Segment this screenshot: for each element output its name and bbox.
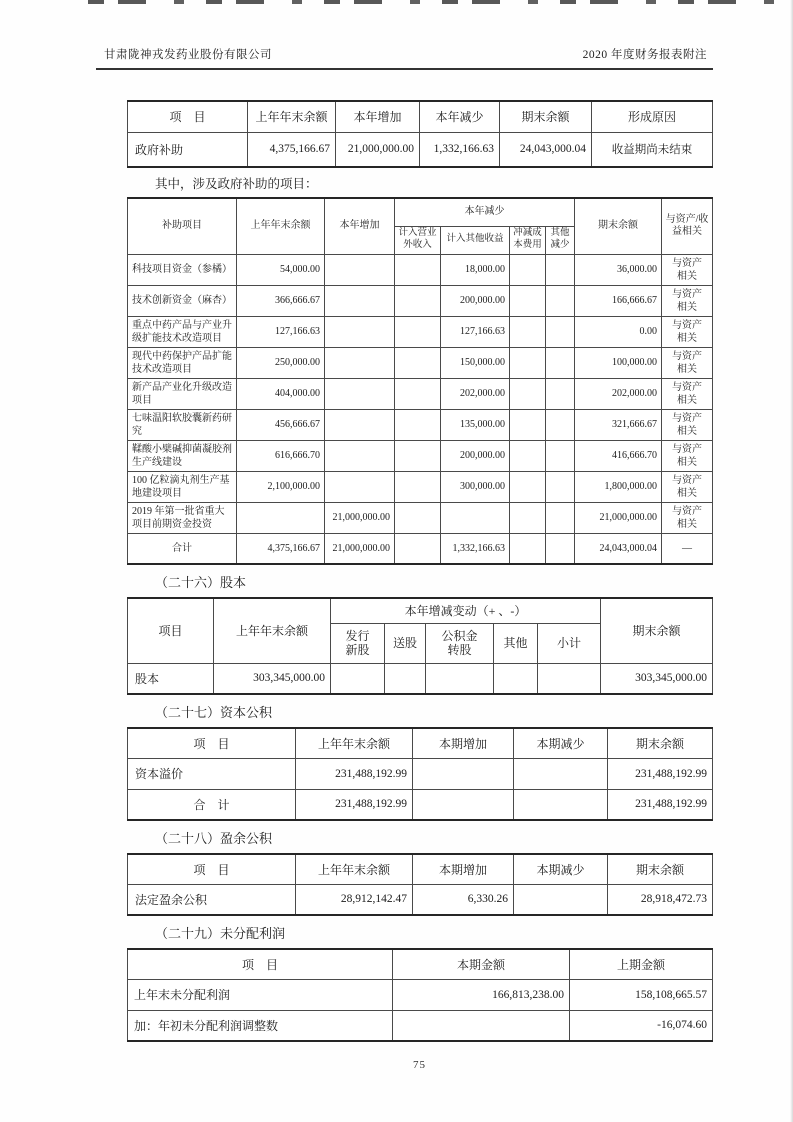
col-bonus-shares: 送股 xyxy=(385,623,426,663)
col-end-balance: 期末余额 xyxy=(575,198,662,254)
table-header-row xyxy=(128,854,713,884)
col-end-balance: 期末余额 xyxy=(608,728,713,758)
cell-inc: 21,000,000.00 xyxy=(325,502,395,533)
col-asset-income-related: 与资产/收益相关 xyxy=(662,198,713,254)
cell-dec xyxy=(514,758,608,789)
col-item: 项 目 xyxy=(128,101,248,132)
table-row xyxy=(128,132,713,167)
cell-subtotal xyxy=(538,663,601,694)
cell-bonus xyxy=(385,663,426,694)
cell-inc xyxy=(325,347,395,378)
cell-sub3 xyxy=(510,502,546,533)
cell-project: 七味温阳软胶囊新药研究 xyxy=(128,409,237,440)
table-row xyxy=(128,758,713,789)
cell-sub4 xyxy=(546,347,575,378)
cell-project: 现代中药保护产品扩能技术改造项目 xyxy=(128,347,237,378)
cell-sub3 xyxy=(510,471,546,502)
cell-inc xyxy=(325,471,395,502)
cell-end: 0.00 xyxy=(575,316,662,347)
company-name: 甘肃陇神戎发药业股份有限公司 xyxy=(104,49,272,61)
table-row xyxy=(128,471,713,502)
cell-prev: 2,100,000.00 xyxy=(237,471,325,502)
col-increase: 本年增加 xyxy=(325,198,395,254)
cell-inc xyxy=(325,316,395,347)
cell-sub4 xyxy=(546,378,575,409)
cell-end: 416,666.70 xyxy=(575,440,662,471)
cell-end: 1,800,000.00 xyxy=(575,471,662,502)
cell-sub2: 200,000.00 xyxy=(441,440,510,471)
col-end-balance: 期末余额 xyxy=(608,854,713,884)
cell-sub4 xyxy=(546,409,575,440)
table-share-capital xyxy=(127,597,713,695)
table-total-row xyxy=(128,533,713,564)
table-row xyxy=(128,1010,713,1041)
cell-sub3 xyxy=(510,440,546,471)
table-header-row xyxy=(128,598,713,623)
cell-prev: 404,000.00 xyxy=(237,378,325,409)
cell-sub3 xyxy=(510,254,546,285)
cell-reserve xyxy=(426,663,494,694)
cell-increase: 21,000,000.00 xyxy=(336,132,420,167)
cell-end: 36,000.00 xyxy=(575,254,662,285)
cell-end: 28,918,472.73 xyxy=(608,884,713,915)
cell-related xyxy=(662,347,713,378)
related-label: 与资产相关 xyxy=(672,381,702,406)
col-increase: 本期增加 xyxy=(413,728,514,758)
cell-reason: 收益期尚未结束 xyxy=(592,132,713,167)
col-item: 项 目 xyxy=(128,854,296,884)
col-item: 项 目 xyxy=(128,728,296,758)
cell-end: 21,000,000.00 xyxy=(575,502,662,533)
cell-sub4 xyxy=(546,285,575,316)
col-increase: 本期增加 xyxy=(413,854,514,884)
related-label: 与资产相关 xyxy=(672,288,702,313)
cell-end: 166,666.67 xyxy=(575,285,662,316)
col-reason: 形成原因 xyxy=(592,101,713,132)
cell-project: 新产品产业化升级改造项目 xyxy=(128,378,237,409)
table-row xyxy=(128,316,713,347)
cell-end: 202,000.00 xyxy=(575,378,662,409)
table-row xyxy=(128,409,713,440)
cell-other xyxy=(494,663,538,694)
page-content xyxy=(127,100,712,1071)
cell-new-shares xyxy=(331,663,385,694)
cell-sub2: 135,000.00 xyxy=(441,409,510,440)
table-row xyxy=(128,440,713,471)
cell-inc xyxy=(325,378,395,409)
col-other: 其他 xyxy=(494,623,538,663)
table-undistributed-profit xyxy=(127,948,713,1042)
col-offset-cost: 冲减成本费用 xyxy=(510,226,546,254)
table-row xyxy=(128,254,713,285)
cell-prior: 158,108,665.57 xyxy=(570,979,713,1010)
related-label: 与资产相关 xyxy=(672,443,702,468)
cell-project: 2019 年第一批省重大项目前期资金投资 xyxy=(128,502,237,533)
table-row xyxy=(128,979,713,1010)
cell-sub2: 18,000.00 xyxy=(441,254,510,285)
table-row xyxy=(128,884,713,915)
cell-prev: 4,375,166.67 xyxy=(237,533,325,564)
cell-sub4 xyxy=(546,316,575,347)
cell-end: 321,666.67 xyxy=(575,409,662,440)
cell-sub1 xyxy=(395,440,441,471)
cell-end-balance: 24,043,000.04 xyxy=(500,132,592,167)
cell-related xyxy=(662,409,713,440)
cell-inc: 6,330.26 xyxy=(413,884,514,915)
section-title-29: （二十九）未分配利润 xyxy=(155,926,286,941)
cell-related xyxy=(662,471,713,502)
table-row xyxy=(128,347,713,378)
col-subtotal: 小计 xyxy=(538,623,601,663)
cell-inc xyxy=(325,254,395,285)
cell-sub4 xyxy=(546,440,575,471)
cell-prev: 231,488,192.99 xyxy=(296,789,413,820)
cell-dec xyxy=(514,789,608,820)
col-project: 补助项目 xyxy=(128,198,237,254)
cell-prev: 456,666.67 xyxy=(237,409,325,440)
cell-item: 股本 xyxy=(128,663,214,694)
related-label: 与资产相关 xyxy=(672,474,702,499)
col-current-amount: 本期金额 xyxy=(393,949,570,979)
cell-sub1 xyxy=(395,471,441,502)
cell-sub1 xyxy=(395,285,441,316)
cell-prev: 616,666.70 xyxy=(237,440,325,471)
related-label: 与资产相关 xyxy=(672,257,702,282)
table-surplus-reserve xyxy=(127,853,713,916)
cell-sub3 xyxy=(510,378,546,409)
cell-item: 资本溢价 xyxy=(128,758,296,789)
col-decrease: 本期减少 xyxy=(514,728,608,758)
table-total-row xyxy=(128,789,713,820)
cell-inc xyxy=(413,789,514,820)
cell-related xyxy=(662,316,713,347)
cell-prev-balance: 4,375,166.67 xyxy=(248,132,336,167)
cell-item: 上年末未分配利润 xyxy=(128,979,393,1010)
cell-prev: 366,666.67 xyxy=(237,285,325,316)
cell-sub1 xyxy=(395,378,441,409)
cell-prev xyxy=(237,502,325,533)
cell-item: 法定盈余公积 xyxy=(128,884,296,915)
cell-current xyxy=(393,1010,570,1041)
report-title: 2020 年度财务报表附注 xyxy=(582,49,707,61)
cell-related: — xyxy=(662,533,713,564)
cell-end: 100,000.00 xyxy=(575,347,662,378)
cell-sub1 xyxy=(395,347,441,378)
table-row xyxy=(128,378,713,409)
cell-sub3 xyxy=(510,409,546,440)
cell-inc xyxy=(413,758,514,789)
cell-inc xyxy=(325,409,395,440)
cell-inc: 21,000,000.00 xyxy=(325,533,395,564)
col-reserve-to-shares xyxy=(426,623,494,663)
section-title-27: （二十七）资本公积 xyxy=(155,705,273,720)
cell-decrease: 1,332,166.63 xyxy=(420,132,500,167)
related-label: 与资产相关 xyxy=(672,319,702,344)
cell-sub2: 1,332,166.63 xyxy=(441,533,510,564)
cell-related xyxy=(662,378,713,409)
col-prev-balance: 上年年末余额 xyxy=(296,728,413,758)
table-gov-subsidy-summary xyxy=(127,100,713,168)
cell-prev: 250,000.00 xyxy=(237,347,325,378)
cell-sub3 xyxy=(510,533,546,564)
cell-sub4 xyxy=(546,502,575,533)
cell-sub1 xyxy=(395,316,441,347)
table-row xyxy=(128,663,713,694)
cell-sub3 xyxy=(510,285,546,316)
col-end-balance: 期末余额 xyxy=(500,101,592,132)
col-increase: 本年增加 xyxy=(336,101,420,132)
col-prev-balance: 上年年末余额 xyxy=(296,854,413,884)
cell-item: 加：年初未分配利润调整数 xyxy=(128,1010,393,1041)
cell-related xyxy=(662,285,713,316)
page-number: 75 xyxy=(413,1059,426,1071)
cell-project: 鞣酸小檗碱抑菌凝胶剂生产线建设 xyxy=(128,440,237,471)
col-decrease-group: 本年减少 xyxy=(395,198,575,226)
cell-related xyxy=(662,440,713,471)
scan-artifact-top xyxy=(88,0,789,4)
cell-sub4 xyxy=(546,471,575,502)
col-new-shares xyxy=(331,623,385,663)
col-prev-balance: 上年年末余额 xyxy=(248,101,336,132)
cell-inc xyxy=(325,440,395,471)
cell-sub2: 127,166.63 xyxy=(441,316,510,347)
cell-prior: -16,074.60 xyxy=(570,1010,713,1041)
cell-prev: 231,488,192.99 xyxy=(296,758,413,789)
new-shares-label: 发行新股 xyxy=(345,628,370,657)
col-decrease: 本年减少 xyxy=(420,101,500,132)
cell-sub2: 150,000.00 xyxy=(441,347,510,378)
cell-prev: 28,912,142.47 xyxy=(296,884,413,915)
cell-inc xyxy=(325,285,395,316)
cell-sub2 xyxy=(441,502,510,533)
cell-item: 政府补助 xyxy=(128,132,248,167)
cell-project: 重点中药产品与产业升级扩能技术改造项目 xyxy=(128,316,237,347)
cell-sub3 xyxy=(510,347,546,378)
cell-prev: 54,000.00 xyxy=(237,254,325,285)
cell-project: 100 亿粒滴丸剂生产基地建设项目 xyxy=(128,471,237,502)
cell-prev: 127,166.63 xyxy=(237,316,325,347)
col-other-decrease: 其他减少 xyxy=(546,226,575,254)
cell-sub1 xyxy=(395,409,441,440)
table-header-row xyxy=(128,101,713,132)
cell-sub3 xyxy=(510,316,546,347)
cell-sub2: 300,000.00 xyxy=(441,471,510,502)
col-prev-balance: 上年年末余额 xyxy=(237,198,325,254)
cell-end: 24,043,000.04 xyxy=(575,533,662,564)
col-prior-amount: 上期金额 xyxy=(570,949,713,979)
cell-sub2: 202,000.00 xyxy=(441,378,510,409)
related-label: 与资产相关 xyxy=(672,350,702,375)
cell-related xyxy=(662,254,713,285)
cell-dec xyxy=(514,884,608,915)
cell-end: 303,345,000.00 xyxy=(601,663,713,694)
table-subsidy-detail xyxy=(127,197,713,565)
page-header xyxy=(96,46,713,70)
reserve-to-shares-label: 公积金转股 xyxy=(441,628,478,657)
col-change-group: 本年增减变动（+ 、-） xyxy=(331,598,601,623)
cell-related xyxy=(662,502,713,533)
cell-current: 166,813,238.00 xyxy=(393,979,570,1010)
cell-project: 科技项目资金（参橘） xyxy=(128,254,237,285)
col-other-income: 计入其他收益 xyxy=(441,226,510,254)
col-decrease: 本期减少 xyxy=(514,854,608,884)
cell-sub4 xyxy=(546,533,575,564)
col-prev-balance: 上年年末余额 xyxy=(214,598,331,663)
related-label: 与资产相关 xyxy=(672,412,702,437)
cell-end: 231,488,192.99 xyxy=(608,789,713,820)
col-item: 项 目 xyxy=(128,949,393,979)
section-title-28: （二十八）盈余公积 xyxy=(155,831,273,846)
related-label: 与资产相关 xyxy=(672,505,702,530)
table-capital-reserve xyxy=(127,727,713,821)
col-item: 项目 xyxy=(128,598,214,663)
cell-total-label: 合计 xyxy=(128,533,237,564)
cell-prev: 303,345,000.00 xyxy=(214,663,331,694)
table-row xyxy=(128,285,713,316)
table-header-row xyxy=(128,198,713,226)
cell-project: 技术创新资金（麻杏） xyxy=(128,285,237,316)
cell-sub1 xyxy=(395,502,441,533)
table-header-row xyxy=(128,728,713,758)
col-nonoperating-income: 计入营业外收入 xyxy=(395,226,441,254)
table-header-row xyxy=(128,949,713,979)
cell-sub1 xyxy=(395,533,441,564)
cell-sub4 xyxy=(546,254,575,285)
cell-sub2: 200,000.00 xyxy=(441,285,510,316)
cell-sub1 xyxy=(395,254,441,285)
cell-end: 231,488,192.99 xyxy=(608,758,713,789)
table-row xyxy=(128,502,713,533)
subsidy-note: 其中，涉及政府补助的项目： xyxy=(155,177,318,191)
section-title-26: （二十六）股本 xyxy=(155,575,247,590)
cell-total-label: 合 计 xyxy=(128,789,296,820)
col-end-balance: 期末余额 xyxy=(601,598,713,663)
